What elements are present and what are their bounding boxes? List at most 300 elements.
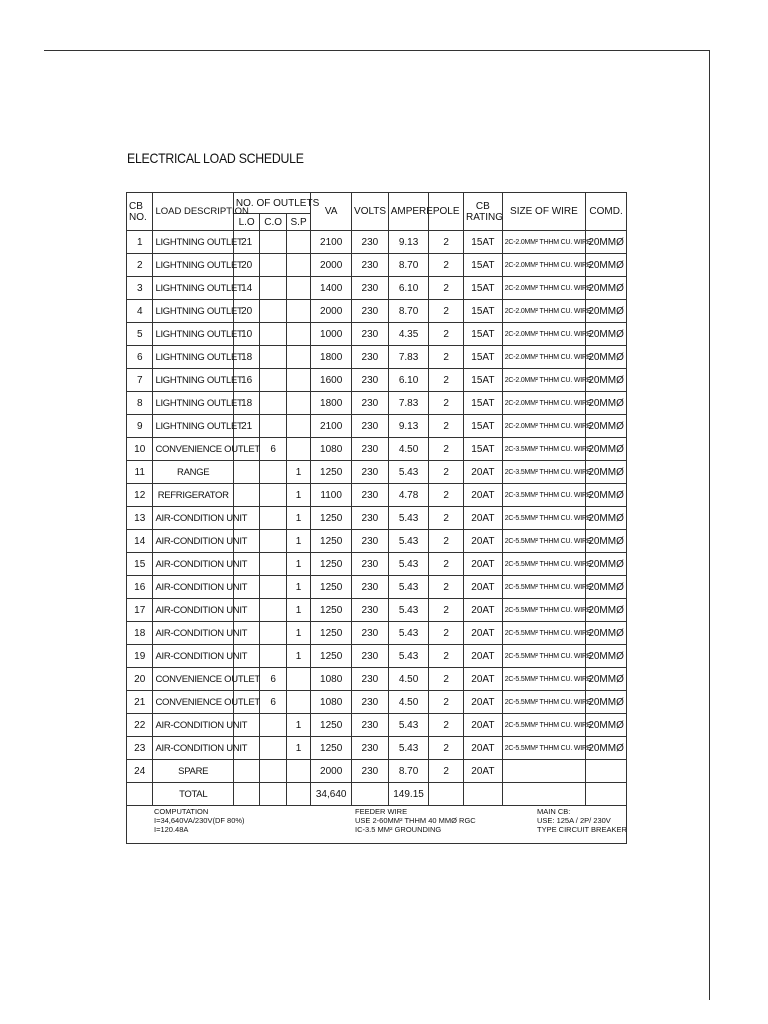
header-sp: S.P: [286, 214, 310, 231]
load-description: LIGHTNING OUTLET: [153, 254, 233, 277]
pole-value: 2: [429, 323, 464, 346]
document-title: ELECTRICAL LOAD SCHEDULE: [127, 150, 304, 166]
ampere-value: 8.70: [388, 300, 429, 323]
load-description: REFRIGERATOR: [153, 484, 233, 507]
load-description: AIR-CONDITION UNIT: [153, 714, 233, 737]
sp-count: [286, 438, 310, 461]
pole-value: 2: [429, 760, 464, 783]
comd-value: 20MMØ: [586, 507, 627, 530]
table-header: [127, 193, 627, 231]
lo-count: 20: [233, 300, 259, 323]
cb-rating-value: 20AT: [464, 461, 503, 484]
sp-count: [286, 300, 310, 323]
co-count: [260, 254, 286, 277]
co-count: [260, 277, 286, 300]
computation-line1: I=34,640VA/230V(DF 80%): [154, 816, 245, 825]
pole-value: 2: [429, 691, 464, 714]
table-row: [127, 599, 627, 622]
sp-count: [286, 691, 310, 714]
lo-count: 20: [233, 254, 259, 277]
volts-value: 230: [352, 392, 389, 415]
load-description: LIGHTNING OUTLET: [153, 392, 233, 415]
co-count: [260, 622, 286, 645]
volts-value: 230: [352, 668, 389, 691]
pole-value: 2: [429, 507, 464, 530]
va-value: 1080: [311, 691, 352, 714]
load-description: LIGHTNING OUTLET: [153, 369, 233, 392]
load-description: LIGHTNING OUTLET: [153, 277, 233, 300]
volts-value: 230: [352, 714, 389, 737]
wire-size-value: 2C-2.0MM² THHM CU. WIRE: [502, 392, 585, 415]
header-lo: L.O: [233, 214, 259, 231]
cb-number: 6: [127, 346, 153, 369]
comd-value: 20MMØ: [586, 553, 627, 576]
computation-block: [154, 807, 245, 834]
load-description: AIR-CONDITION UNIT: [153, 576, 233, 599]
volts-value: 230: [352, 254, 389, 277]
va-value: 2100: [311, 231, 352, 254]
cb-rating-value: 20AT: [464, 484, 503, 507]
comd-value: [586, 760, 627, 783]
comd-value: 20MMØ: [586, 300, 627, 323]
load-description: AIR-CONDITION UNIT: [153, 645, 233, 668]
sp-count: 1: [286, 737, 310, 760]
feeder-line1: USE 2-60MM² THHM 40 MMØ RGC: [355, 816, 476, 825]
comd-value: 20MMØ: [586, 369, 627, 392]
pole-value: 2: [429, 346, 464, 369]
volts-value: 230: [352, 438, 389, 461]
pole-value: 2: [429, 484, 464, 507]
va-value: 1400: [311, 277, 352, 300]
table-summary: [127, 783, 627, 844]
wire-size-value: 2C-5.5MM² THHM CU. WIRE: [502, 622, 585, 645]
main-cb-block: [537, 807, 627, 834]
wire-size-value: 2C-5.5MM² THHM CU. WIRE: [502, 691, 585, 714]
cb-rating-value: 15AT: [464, 392, 503, 415]
co-count: [260, 392, 286, 415]
load-description: CONVENIENCE OUTLET: [153, 691, 233, 714]
volts-value: 230: [352, 622, 389, 645]
lo-count: [233, 461, 259, 484]
cb-rating-value: 20AT: [464, 622, 503, 645]
wire-size-value: 2C-5.5MM² THHM CU. WIRE: [502, 530, 585, 553]
pole-value: 2: [429, 254, 464, 277]
table-row: [127, 714, 627, 737]
total-sp-cell: [286, 783, 310, 806]
cb-number: 19: [127, 645, 153, 668]
table-row: [127, 691, 627, 714]
page-frame-top-line: [44, 50, 710, 51]
header-load-description: LOAD DESCRIPTION: [153, 193, 233, 231]
pole-value: 2: [429, 392, 464, 415]
ampere-value: 4.50: [388, 668, 429, 691]
pole-value: 2: [429, 461, 464, 484]
cb-number: 13: [127, 507, 153, 530]
va-value: 1250: [311, 530, 352, 553]
volts-value: 230: [352, 737, 389, 760]
co-count: [260, 714, 286, 737]
ampere-value: 9.13: [388, 231, 429, 254]
table-row: [127, 576, 627, 599]
cb-rating-value: 15AT: [464, 300, 503, 323]
wire-size-value: 2C-2.0MM² THHM CU. WIRE: [502, 369, 585, 392]
va-value: 1800: [311, 346, 352, 369]
cb-number: 2: [127, 254, 153, 277]
comd-value: 20MMØ: [586, 737, 627, 760]
sp-count: [286, 392, 310, 415]
load-description: LIGHTNING OUTLET: [153, 300, 233, 323]
total-rating-cell: [464, 783, 503, 806]
table-row: [127, 300, 627, 323]
ampere-value: 4.50: [388, 438, 429, 461]
comd-value: 20MMØ: [586, 484, 627, 507]
ampere-value: 7.83: [388, 392, 429, 415]
comd-value: 20MMØ: [586, 576, 627, 599]
va-value: 1250: [311, 599, 352, 622]
sp-count: 1: [286, 714, 310, 737]
lo-count: 18: [233, 392, 259, 415]
va-value: 1250: [311, 645, 352, 668]
wire-size-value: [502, 760, 585, 783]
cb-rating-value: 20AT: [464, 576, 503, 599]
comd-value: 20MMØ: [586, 461, 627, 484]
comd-value: 20MMØ: [586, 714, 627, 737]
va-value: 1250: [311, 622, 352, 645]
wire-size-value: 2C-2.0MM² THHM CU. WIRE: [502, 346, 585, 369]
cb-rating-value: 20AT: [464, 691, 503, 714]
total-cb-cell: [127, 783, 153, 806]
header-size-of-wire: SIZE OF WIRE: [502, 193, 585, 231]
table-row: [127, 484, 627, 507]
cb-rating-value: 15AT: [464, 438, 503, 461]
lo-count: 14: [233, 277, 259, 300]
cb-number: 8: [127, 392, 153, 415]
va-value: 1250: [311, 553, 352, 576]
ampere-value: 5.43: [388, 553, 429, 576]
page-frame-right-line: [709, 50, 710, 1000]
ampere-value: 4.50: [388, 691, 429, 714]
load-description: AIR-CONDITION UNIT: [153, 553, 233, 576]
comd-value: 20MMØ: [586, 622, 627, 645]
wire-size-value: 2C-2.0MM² THHM CU. WIRE: [502, 300, 585, 323]
cb-number: 15: [127, 553, 153, 576]
va-value: 1250: [311, 461, 352, 484]
volts-value: 230: [352, 323, 389, 346]
co-count: [260, 300, 286, 323]
wire-size-value: 2C-2.0MM² THHM CU. WIRE: [502, 323, 585, 346]
feeder-title: FEEDER WIRE: [355, 807, 408, 816]
header-co: C.O: [260, 214, 286, 231]
cb-number: 21: [127, 691, 153, 714]
comd-value: 20MMØ: [586, 691, 627, 714]
volts-value: 230: [352, 645, 389, 668]
volts-value: 230: [352, 346, 389, 369]
cb-rating-value: 20AT: [464, 668, 503, 691]
cb-rating-value: 20AT: [464, 760, 503, 783]
ampere-value: 4.35: [388, 323, 429, 346]
header-no-of-outlets: NO. OF OUTLETS: [233, 193, 310, 214]
cb-rating-value: 15AT: [464, 346, 503, 369]
ampere-value: 8.70: [388, 760, 429, 783]
table-row: [127, 737, 627, 760]
co-count: [260, 507, 286, 530]
table-row: [127, 369, 627, 392]
pole-value: 2: [429, 668, 464, 691]
pole-value: 2: [429, 576, 464, 599]
cb-rating-value: 20AT: [464, 645, 503, 668]
va-value: 1800: [311, 392, 352, 415]
volts-value: 230: [352, 530, 389, 553]
wire-size-value: 2C-2.0MM² THHM CU. WIRE: [502, 415, 585, 438]
co-count: [260, 645, 286, 668]
computation-title: COMPUTATION: [154, 807, 209, 816]
cb-rating-value: 20AT: [464, 553, 503, 576]
pole-value: 2: [429, 645, 464, 668]
volts-value: 230: [352, 300, 389, 323]
cb-number: 11: [127, 461, 153, 484]
pole-value: 2: [429, 415, 464, 438]
sp-count: 1: [286, 507, 310, 530]
sp-count: [286, 254, 310, 277]
table-row: [127, 231, 627, 254]
co-count: [260, 760, 286, 783]
lo-count: 21: [233, 415, 259, 438]
sp-count: [286, 760, 310, 783]
table-row: [127, 622, 627, 645]
cb-number: 10: [127, 438, 153, 461]
volts-value: 230: [352, 507, 389, 530]
load-schedule-table: [126, 192, 627, 844]
ampere-value: 5.43: [388, 461, 429, 484]
volts-value: 230: [352, 760, 389, 783]
sp-count: 1: [286, 461, 310, 484]
main-cb-title: MAIN CB:: [537, 807, 571, 816]
co-count: [260, 231, 286, 254]
lo-count: 10: [233, 323, 259, 346]
pole-value: 2: [429, 369, 464, 392]
load-description: LIGHTNING OUTLET: [153, 415, 233, 438]
comd-value: 20MMØ: [586, 277, 627, 300]
table-row: [127, 645, 627, 668]
total-comd-cell: [586, 783, 627, 806]
header-va: VA: [311, 193, 352, 231]
co-count: [260, 484, 286, 507]
co-count: [260, 415, 286, 438]
pole-value: 2: [429, 277, 464, 300]
volts-value: 230: [352, 599, 389, 622]
va-value: 1250: [311, 576, 352, 599]
volts-value: 230: [352, 369, 389, 392]
va-value: 2000: [311, 300, 352, 323]
table-row: [127, 668, 627, 691]
table-row: [127, 553, 627, 576]
cb-rating-value: 20AT: [464, 714, 503, 737]
va-value: 2000: [311, 254, 352, 277]
sp-count: [286, 231, 310, 254]
co-count: [260, 576, 286, 599]
lo-count: [233, 484, 259, 507]
total-va: 34,640: [311, 783, 352, 806]
table-row: [127, 415, 627, 438]
feeder-wire-block: [355, 807, 476, 834]
wire-size-value: 2C-5.5MM² THHM CU. WIRE: [502, 553, 585, 576]
va-value: 1080: [311, 668, 352, 691]
comd-value: 20MMØ: [586, 438, 627, 461]
wire-size-value: 2C-5.5MM² THHM CU. WIRE: [502, 645, 585, 668]
main-cb-line1: USE: 125A / 2P/ 230V: [537, 816, 611, 825]
va-value: 2100: [311, 415, 352, 438]
pole-value: 2: [429, 599, 464, 622]
co-count: 6: [260, 668, 286, 691]
pole-value: 2: [429, 714, 464, 737]
cb-number: 3: [127, 277, 153, 300]
total-volts-cell: [352, 783, 389, 806]
ampere-value: 5.43: [388, 599, 429, 622]
ampere-value: 5.43: [388, 645, 429, 668]
table-row: [127, 277, 627, 300]
cb-rating-value: 20AT: [464, 507, 503, 530]
ampere-value: 9.13: [388, 415, 429, 438]
va-value: 1080: [311, 438, 352, 461]
sp-count: 1: [286, 530, 310, 553]
va-value: 1100: [311, 484, 352, 507]
feeder-line2: IC-3.5 MM² GROUNDING: [355, 825, 442, 834]
comd-value: 20MMØ: [586, 231, 627, 254]
header-ampere: AMPERE: [388, 193, 429, 231]
cb-rating-value: 20AT: [464, 530, 503, 553]
cb-number: 14: [127, 530, 153, 553]
ampere-value: 6.10: [388, 277, 429, 300]
ampere-value: 5.43: [388, 714, 429, 737]
sp-count: [286, 346, 310, 369]
comd-value: 20MMØ: [586, 599, 627, 622]
sp-count: 1: [286, 622, 310, 645]
total-pole-cell: [429, 783, 464, 806]
load-description: AIR-CONDITION UNIT: [153, 737, 233, 760]
main-cb-line2: TYPE CIRCUIT BREAKER: [537, 825, 627, 834]
wire-size-value: 2C-5.5MM² THHM CU. WIRE: [502, 576, 585, 599]
va-value: 1000: [311, 323, 352, 346]
cb-rating-value: 20AT: [464, 737, 503, 760]
co-count: [260, 461, 286, 484]
co-count: [260, 737, 286, 760]
load-description: AIR-CONDITION UNIT: [153, 599, 233, 622]
comd-value: 20MMØ: [586, 346, 627, 369]
table-row: [127, 760, 627, 783]
va-value: 1250: [311, 507, 352, 530]
cb-number: 23: [127, 737, 153, 760]
table-row: [127, 530, 627, 553]
ampere-value: 7.83: [388, 346, 429, 369]
cb-number: 7: [127, 369, 153, 392]
cb-number: 18: [127, 622, 153, 645]
co-count: [260, 369, 286, 392]
load-description: RANGE: [153, 461, 233, 484]
table-row: [127, 346, 627, 369]
table-row: [127, 461, 627, 484]
cb-number: 12: [127, 484, 153, 507]
volts-value: 230: [352, 415, 389, 438]
sp-count: [286, 369, 310, 392]
table-row: [127, 392, 627, 415]
cb-rating-value: 15AT: [464, 277, 503, 300]
load-description: CONVENIENCE OUTLET: [153, 668, 233, 691]
table-row: [127, 254, 627, 277]
va-value: 1600: [311, 369, 352, 392]
cb-rating-value: 15AT: [464, 231, 503, 254]
wire-size-value: 2C-5.5MM² THHM CU. WIRE: [502, 714, 585, 737]
comd-value: 20MMØ: [586, 392, 627, 415]
footer-notes: [127, 806, 627, 844]
total-label: TOTAL: [153, 783, 233, 806]
wire-size-value: 2C-2.0MM² THHM CU. WIRE: [502, 231, 585, 254]
cb-rating-value: 15AT: [464, 369, 503, 392]
sp-count: 1: [286, 576, 310, 599]
load-description: AIR-CONDITION UNIT: [153, 622, 233, 645]
ampere-value: 5.43: [388, 622, 429, 645]
ampere-value: 5.43: [388, 530, 429, 553]
co-count: 6: [260, 438, 286, 461]
wire-size-value: 2C-5.5MM² THHM CU. WIRE: [502, 737, 585, 760]
lo-count: 21: [233, 231, 259, 254]
comd-value: 20MMØ: [586, 323, 627, 346]
computation-line2: I=120.48A: [154, 825, 189, 834]
total-row: [127, 783, 627, 806]
comd-value: 20MMØ: [586, 645, 627, 668]
cb-number: 9: [127, 415, 153, 438]
header-comd: COMD.: [586, 193, 627, 231]
cb-number: 22: [127, 714, 153, 737]
comd-value: 20MMØ: [586, 415, 627, 438]
wire-size-value: 2C-5.5MM² THHM CU. WIRE: [502, 668, 585, 691]
ampere-value: 5.43: [388, 507, 429, 530]
cb-rating-value: 15AT: [464, 254, 503, 277]
sp-count: [286, 668, 310, 691]
ampere-value: 4.78: [388, 484, 429, 507]
va-value: 1250: [311, 714, 352, 737]
cb-rating-value: 15AT: [464, 415, 503, 438]
pole-value: 2: [429, 622, 464, 645]
wire-size-value: 2C-3.5MM² THHM CU. WIRE: [502, 461, 585, 484]
sp-count: [286, 323, 310, 346]
co-count: [260, 323, 286, 346]
total-lo-cell: [233, 783, 259, 806]
pole-value: 2: [429, 553, 464, 576]
cb-number: 5: [127, 323, 153, 346]
volts-value: 230: [352, 277, 389, 300]
ampere-value: 6.10: [388, 369, 429, 392]
ampere-value: 5.43: [388, 737, 429, 760]
cb-rating-value: 20AT: [464, 599, 503, 622]
pole-value: 2: [429, 438, 464, 461]
load-description: LIGHTNING OUTLET: [153, 323, 233, 346]
table-body: [127, 231, 627, 783]
volts-value: 230: [352, 461, 389, 484]
load-description: LIGHTNING OUTLET: [153, 346, 233, 369]
load-description: CONVENIENCE OUTLET: [153, 438, 233, 461]
volts-value: 230: [352, 553, 389, 576]
volts-value: 230: [352, 691, 389, 714]
volts-value: 230: [352, 484, 389, 507]
header-pole: POLE: [429, 193, 464, 231]
cb-number: 17: [127, 599, 153, 622]
cb-number: 20: [127, 668, 153, 691]
co-count: [260, 346, 286, 369]
load-description: AIR-CONDITION UNIT: [153, 507, 233, 530]
lo-count: [233, 760, 259, 783]
sp-count: 1: [286, 484, 310, 507]
wire-size-value: 2C-3.5MM² THHM CU. WIRE: [502, 438, 585, 461]
